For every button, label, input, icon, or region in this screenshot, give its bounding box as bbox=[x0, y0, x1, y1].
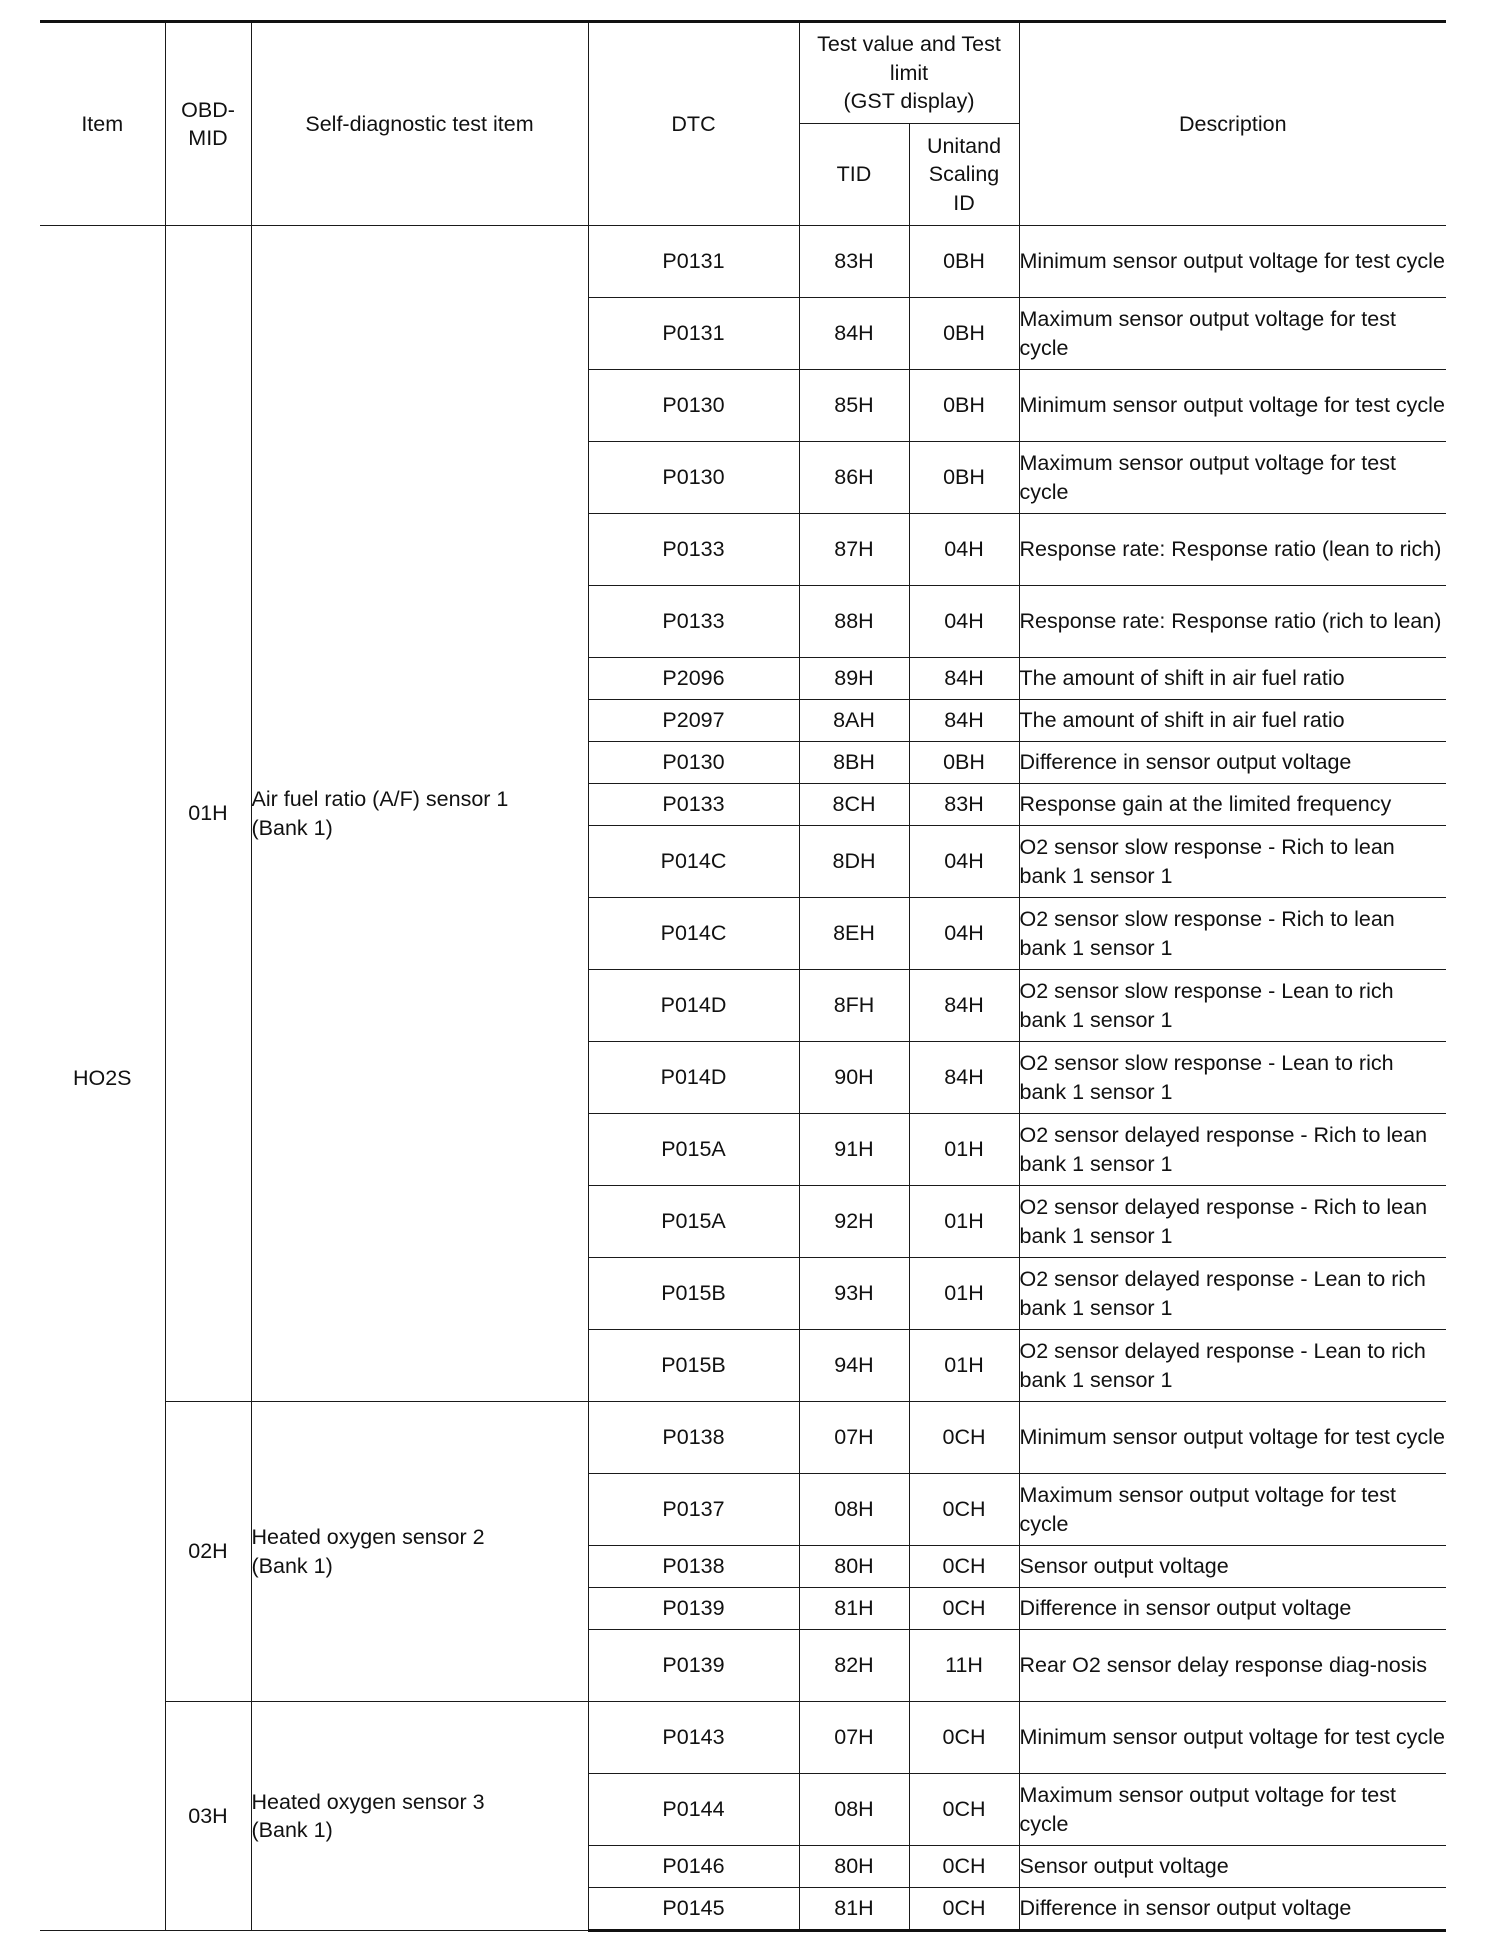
dtc-cell: P2097 bbox=[588, 700, 799, 742]
unit-scaling-cell: 0BH bbox=[909, 442, 1019, 514]
table-row bbox=[40, 226, 1446, 298]
tid-cell: 07H bbox=[799, 1702, 909, 1774]
description-cell: Minimum sensor output voltage for test cycle bbox=[1019, 370, 1446, 442]
description-cell: O2 sensor delayed response - Lean to rich bank 1 sensor 1 bbox=[1019, 1258, 1446, 1330]
self-diagnostic-item-cell: Heated oxygen sensor 3 (Bank 1) bbox=[251, 1702, 588, 1931]
description-cell: O2 sensor delayed response - Lean to rich bank 1 sensor 1 bbox=[1019, 1330, 1446, 1402]
dtc-cell: P014D bbox=[588, 970, 799, 1042]
unit-scaling-cell: 0BH bbox=[909, 226, 1019, 298]
unit-scaling-cell: 01H bbox=[909, 1258, 1019, 1330]
dtc-cell: P0137 bbox=[588, 1474, 799, 1546]
header-unit-scaling-id: Unitand Scaling ID bbox=[909, 124, 1019, 226]
header-obd-mid: OBD- MID bbox=[165, 22, 251, 226]
header-dtc: DTC bbox=[588, 22, 799, 226]
unit-scaling-cell: 83H bbox=[909, 784, 1019, 826]
self-diagnostic-item-cell: Air fuel ratio (A/F) sensor 1 (Bank 1) bbox=[251, 226, 588, 1402]
tid-cell: 85H bbox=[799, 370, 909, 442]
obd-mid-cell: 03H bbox=[165, 1702, 251, 1931]
description-cell: Minimum sensor output voltage for test cycle bbox=[1019, 226, 1446, 298]
dtc-cell: P0143 bbox=[588, 1702, 799, 1774]
dtc-cell: P015B bbox=[588, 1330, 799, 1402]
unit-scaling-cell: 0CH bbox=[909, 1474, 1019, 1546]
description-cell: Maximum sensor output voltage for test cycle bbox=[1019, 1474, 1446, 1546]
description-cell: O2 sensor delayed response - Rich to lean bank 1 sensor 1 bbox=[1019, 1186, 1446, 1258]
dtc-cell: P014C bbox=[588, 826, 799, 898]
dtc-cell: P0139 bbox=[588, 1630, 799, 1702]
tid-cell: 08H bbox=[799, 1774, 909, 1846]
description-cell: O2 sensor delayed response - Rich to lean bank 1 sensor 1 bbox=[1019, 1114, 1446, 1186]
tid-cell: 80H bbox=[799, 1846, 909, 1888]
tid-cell: 8BH bbox=[799, 742, 909, 784]
unit-scaling-cell: 0CH bbox=[909, 1888, 1019, 1931]
header-description: Description bbox=[1019, 22, 1446, 226]
unit-scaling-cell: 0CH bbox=[909, 1774, 1019, 1846]
tid-cell: 90H bbox=[799, 1042, 909, 1114]
dtc-cell: P0130 bbox=[588, 442, 799, 514]
header-tid: TID bbox=[799, 124, 909, 226]
dtc-cell: P0139 bbox=[588, 1588, 799, 1630]
description-cell: Response rate: Response ratio (rich to lean) bbox=[1019, 586, 1446, 658]
description-cell: Sensor output voltage bbox=[1019, 1546, 1446, 1588]
description-cell: Response gain at the limited frequency bbox=[1019, 784, 1446, 826]
obd-mid-cell: 01H bbox=[165, 226, 251, 1402]
self-diagnostic-item-cell: Heated oxygen sensor 2 (Bank 1) bbox=[251, 1402, 588, 1702]
dtc-cell: P0130 bbox=[588, 370, 799, 442]
description-cell: Sensor output voltage bbox=[1019, 1846, 1446, 1888]
tid-cell: 86H bbox=[799, 442, 909, 514]
tid-cell: 81H bbox=[799, 1888, 909, 1931]
description-cell: The amount of shift in air fuel ratio bbox=[1019, 658, 1446, 700]
dtc-cell: P0145 bbox=[588, 1888, 799, 1931]
obd-mid-table bbox=[40, 20, 1446, 1932]
tid-cell: 08H bbox=[799, 1474, 909, 1546]
unit-scaling-cell: 0CH bbox=[909, 1546, 1019, 1588]
description-cell: Difference in sensor output voltage bbox=[1019, 1588, 1446, 1630]
description-cell: Difference in sensor output voltage bbox=[1019, 1888, 1446, 1931]
unit-scaling-cell: 04H bbox=[909, 586, 1019, 658]
header-test-value-and-limit: Test value and Test limit (GST display) bbox=[799, 22, 1019, 124]
unit-scaling-cell: 84H bbox=[909, 1042, 1019, 1114]
dtc-cell: P0138 bbox=[588, 1402, 799, 1474]
tid-cell: 8FH bbox=[799, 970, 909, 1042]
unit-scaling-cell: 04H bbox=[909, 826, 1019, 898]
description-cell: O2 sensor slow response - Lean to rich bank 1 sensor 1 bbox=[1019, 1042, 1446, 1114]
description-cell: The amount of shift in air fuel ratio bbox=[1019, 700, 1446, 742]
tid-cell: 87H bbox=[799, 514, 909, 586]
unit-scaling-cell: 0BH bbox=[909, 742, 1019, 784]
table-row bbox=[40, 1702, 1446, 1774]
tid-cell: 93H bbox=[799, 1258, 909, 1330]
unit-scaling-cell: 0CH bbox=[909, 1588, 1019, 1630]
dtc-cell: P0138 bbox=[588, 1546, 799, 1588]
tid-cell: 82H bbox=[799, 1630, 909, 1702]
header-item: Item bbox=[40, 22, 165, 226]
tid-cell: 83H bbox=[799, 226, 909, 298]
tid-cell: 80H bbox=[799, 1546, 909, 1588]
tid-cell: 07H bbox=[799, 1402, 909, 1474]
description-cell: Minimum sensor output voltage for test cycle bbox=[1019, 1702, 1446, 1774]
description-cell: O2 sensor slow response - Lean to rich bank 1 sensor 1 bbox=[1019, 970, 1446, 1042]
dtc-cell: P0144 bbox=[588, 1774, 799, 1846]
dtc-cell: P0133 bbox=[588, 784, 799, 826]
description-cell: Difference in sensor output voltage bbox=[1019, 742, 1446, 784]
unit-scaling-cell: 0CH bbox=[909, 1846, 1019, 1888]
dtc-cell: P014D bbox=[588, 1042, 799, 1114]
dtc-cell: P0130 bbox=[588, 742, 799, 784]
dtc-cell: P015A bbox=[588, 1186, 799, 1258]
obd-mid-cell: 02H bbox=[165, 1402, 251, 1702]
unit-scaling-cell: 0CH bbox=[909, 1402, 1019, 1474]
header-self-diagnostic-test-item: Self-diagnostic test item bbox=[251, 22, 588, 226]
tid-cell: 81H bbox=[799, 1588, 909, 1630]
unit-scaling-cell: 01H bbox=[909, 1186, 1019, 1258]
unit-scaling-cell: 04H bbox=[909, 514, 1019, 586]
table-row bbox=[40, 1402, 1446, 1474]
description-cell: Response rate: Response ratio (lean to rich) bbox=[1019, 514, 1446, 586]
dtc-cell: P2096 bbox=[588, 658, 799, 700]
item-cell: HO2S bbox=[40, 226, 165, 1931]
dtc-cell: P0131 bbox=[588, 298, 799, 370]
description-cell: O2 sensor slow response - Rich to lean bank 1 sensor 1 bbox=[1019, 898, 1446, 970]
dtc-cell: P0133 bbox=[588, 514, 799, 586]
tid-cell: 8CH bbox=[799, 784, 909, 826]
tid-cell: 8DH bbox=[799, 826, 909, 898]
dtc-cell: P015A bbox=[588, 1114, 799, 1186]
description-cell: Maximum sensor output voltage for test cycle bbox=[1019, 1774, 1446, 1846]
tid-cell: 8EH bbox=[799, 898, 909, 970]
tid-cell: 94H bbox=[799, 1330, 909, 1402]
unit-scaling-cell: 0BH bbox=[909, 370, 1019, 442]
table-body bbox=[40, 226, 1446, 1931]
dtc-cell: P0133 bbox=[588, 586, 799, 658]
description-cell: Maximum sensor output voltage for test cycle bbox=[1019, 298, 1446, 370]
description-cell: O2 sensor slow response - Rich to lean bank 1 sensor 1 bbox=[1019, 826, 1446, 898]
description-cell: Maximum sensor output voltage for test cycle bbox=[1019, 442, 1446, 514]
unit-scaling-cell: 84H bbox=[909, 970, 1019, 1042]
unit-scaling-cell: 84H bbox=[909, 700, 1019, 742]
tid-cell: 88H bbox=[799, 586, 909, 658]
dtc-cell: P0146 bbox=[588, 1846, 799, 1888]
dtc-cell: P014C bbox=[588, 898, 799, 970]
unit-scaling-cell: 04H bbox=[909, 898, 1019, 970]
tid-cell: 8AH bbox=[799, 700, 909, 742]
unit-scaling-cell: 01H bbox=[909, 1114, 1019, 1186]
description-cell: Rear O2 sensor delay response diag-nosis bbox=[1019, 1630, 1446, 1702]
dtc-cell: P015B bbox=[588, 1258, 799, 1330]
unit-scaling-cell: 84H bbox=[909, 658, 1019, 700]
tid-cell: 92H bbox=[799, 1186, 909, 1258]
unit-scaling-cell: 0CH bbox=[909, 1702, 1019, 1774]
tid-cell: 89H bbox=[799, 658, 909, 700]
dtc-cell: P0131 bbox=[588, 226, 799, 298]
unit-scaling-cell: 11H bbox=[909, 1630, 1019, 1702]
table-header bbox=[40, 22, 1446, 226]
unit-scaling-cell: 01H bbox=[909, 1330, 1019, 1402]
tid-cell: 84H bbox=[799, 298, 909, 370]
description-cell: Minimum sensor output voltage for test cycle bbox=[1019, 1402, 1446, 1474]
unit-scaling-cell: 0BH bbox=[909, 298, 1019, 370]
tid-cell: 91H bbox=[799, 1114, 909, 1186]
